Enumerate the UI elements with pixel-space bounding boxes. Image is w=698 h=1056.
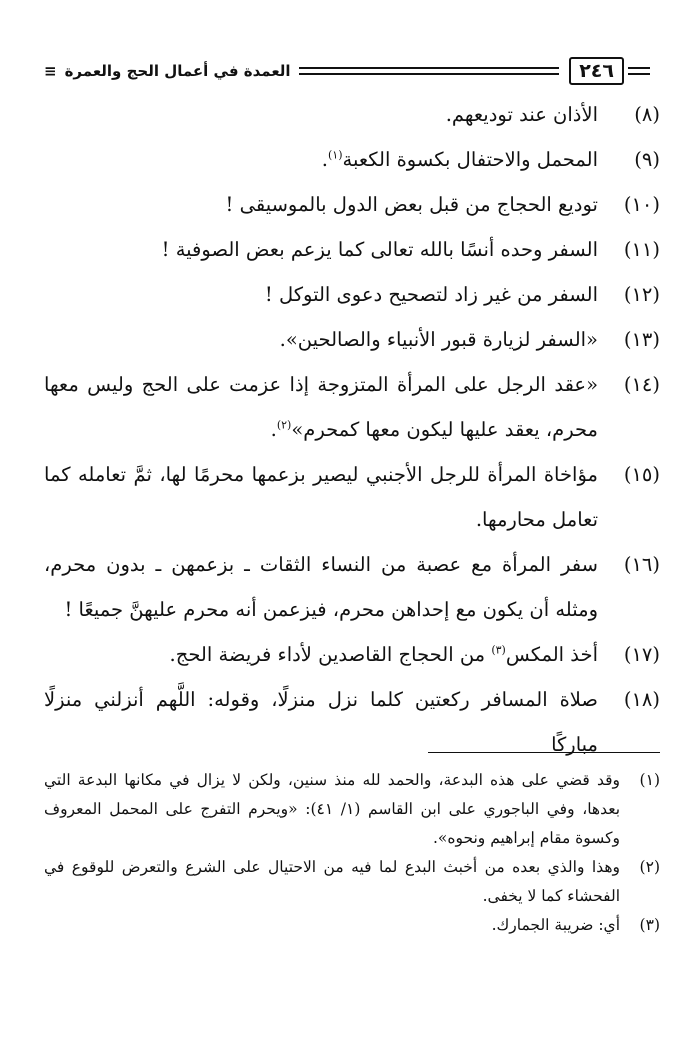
item-text-wrapper	[44, 137, 598, 182]
list-item	[44, 137, 660, 182]
list-item	[44, 92, 660, 137]
item-text: «السفر لزيارة قبور الأنبياء والصالحين».	[279, 328, 598, 351]
footnote-ref[interactable]: (١)	[328, 148, 343, 162]
footnote-number: (٣)	[639, 916, 660, 934]
item-text-wrapper	[44, 632, 598, 677]
item-text: الأذان عند توديعهم.	[445, 103, 598, 126]
item-number: (١٥)	[623, 463, 660, 486]
item-text: سفر المرأة مع عصبة من النساء الثقات ـ بزعمهن ـ بدون محرم، ومثله أن يكون مع إحداهن محرم، فيزعمن أنه محرم عليهنَّ جميعًا !	[44, 553, 598, 621]
item-text: «عقد الرجل على المرأة المتزوجة إذا عزمت على الحج وليس معها محرم، يعقد عليها ليكون معها كمحرم»	[44, 373, 598, 441]
list-item	[44, 272, 660, 317]
list-item	[44, 452, 660, 542]
list-item	[44, 362, 660, 452]
header-end-mark: ≡	[44, 62, 57, 80]
list-item	[44, 227, 660, 272]
footnote-text: وهذا والذي بعده من أخبث البدع لما فيه من الاحتيال على الشرع والتعرض للوقوع في الفحشاء كما لا يخفى.	[44, 858, 620, 905]
list-item	[44, 542, 660, 632]
list-item	[44, 677, 660, 767]
footnote-number: (٢)	[639, 858, 660, 876]
page-number: ٢٤٦	[569, 57, 624, 85]
item-text: السفر من غير زاد لتصحيح دعوى التوكل !	[264, 283, 598, 306]
item-text: توديع الحجاج من قبل بعض الدول بالموسيقى !	[225, 193, 598, 216]
item-number: (١٧)	[623, 643, 660, 666]
item-number: (١٤)	[623, 373, 660, 396]
footnote-ref[interactable]: (٣)	[491, 643, 506, 657]
list-item	[44, 317, 660, 362]
innovations-list	[44, 92, 660, 767]
item-text: أخذ المكس	[505, 643, 598, 666]
item-number: (٩)	[634, 148, 660, 171]
header-rule-middle	[299, 64, 560, 78]
footnote-number: (١)	[639, 771, 660, 789]
item-number: (١٦)	[623, 553, 660, 576]
item-number: (١٣)	[623, 328, 660, 351]
header-rule-right	[628, 64, 650, 78]
item-text-tail: من الحجاج القاصدين لأداء فريضة الحج.	[169, 643, 492, 666]
item-text: المحمل والاحتفال بكسوة الكعبة	[342, 148, 598, 171]
list-item	[44, 632, 660, 677]
footnote-text: أي: ضريبة الجمارك.	[491, 916, 620, 934]
item-text-tail: .	[270, 418, 277, 441]
item-text: السفر وحده أنسًا بالله تعالى كما يزعم بعض الصوفية !	[161, 238, 598, 261]
list-item	[44, 182, 660, 227]
footnote	[44, 766, 660, 853]
item-number: (١٨)	[623, 688, 660, 711]
running-title: العمدة في أعمال الحج والعمرة	[64, 62, 291, 80]
footnote	[44, 911, 660, 940]
footnote-ref[interactable]: (٢)	[276, 418, 292, 432]
footnote-text: وقد قضي على هذه البدعة، والحمد لله منذ سنين، ولكن لا يزال في مكانها البدعة التي بعدها، وفي الباجوري على ابن القاسم (١/ ٤١): «ويحرم التفرج على المحمل المعروف وكسوة مقام إبراهيم ونحوه».	[44, 771, 621, 847]
item-text-wrapper	[44, 362, 598, 452]
item-number: (١١)	[623, 238, 660, 261]
item-number: (١٢)	[623, 283, 660, 306]
item-number: (٨)	[634, 103, 660, 126]
item-number: (١٠)	[623, 193, 660, 216]
footnote-separator	[428, 752, 660, 753]
item-text-tail: .	[321, 148, 328, 171]
page-header	[40, 56, 654, 86]
item-text: مؤاخاة المرأة للرجل الأجنبي ليصير بزعمها محرمًا لها، ثمَّ تعامله كما تعامل محارمها.	[44, 463, 598, 531]
footnote	[44, 853, 660, 911]
item-text: صلاة المسافر ركعتين كلما نزل منزلًا، وقوله: اللَّهم أنزلني منزلًا مباركًا	[44, 688, 598, 756]
footnotes	[44, 766, 660, 940]
